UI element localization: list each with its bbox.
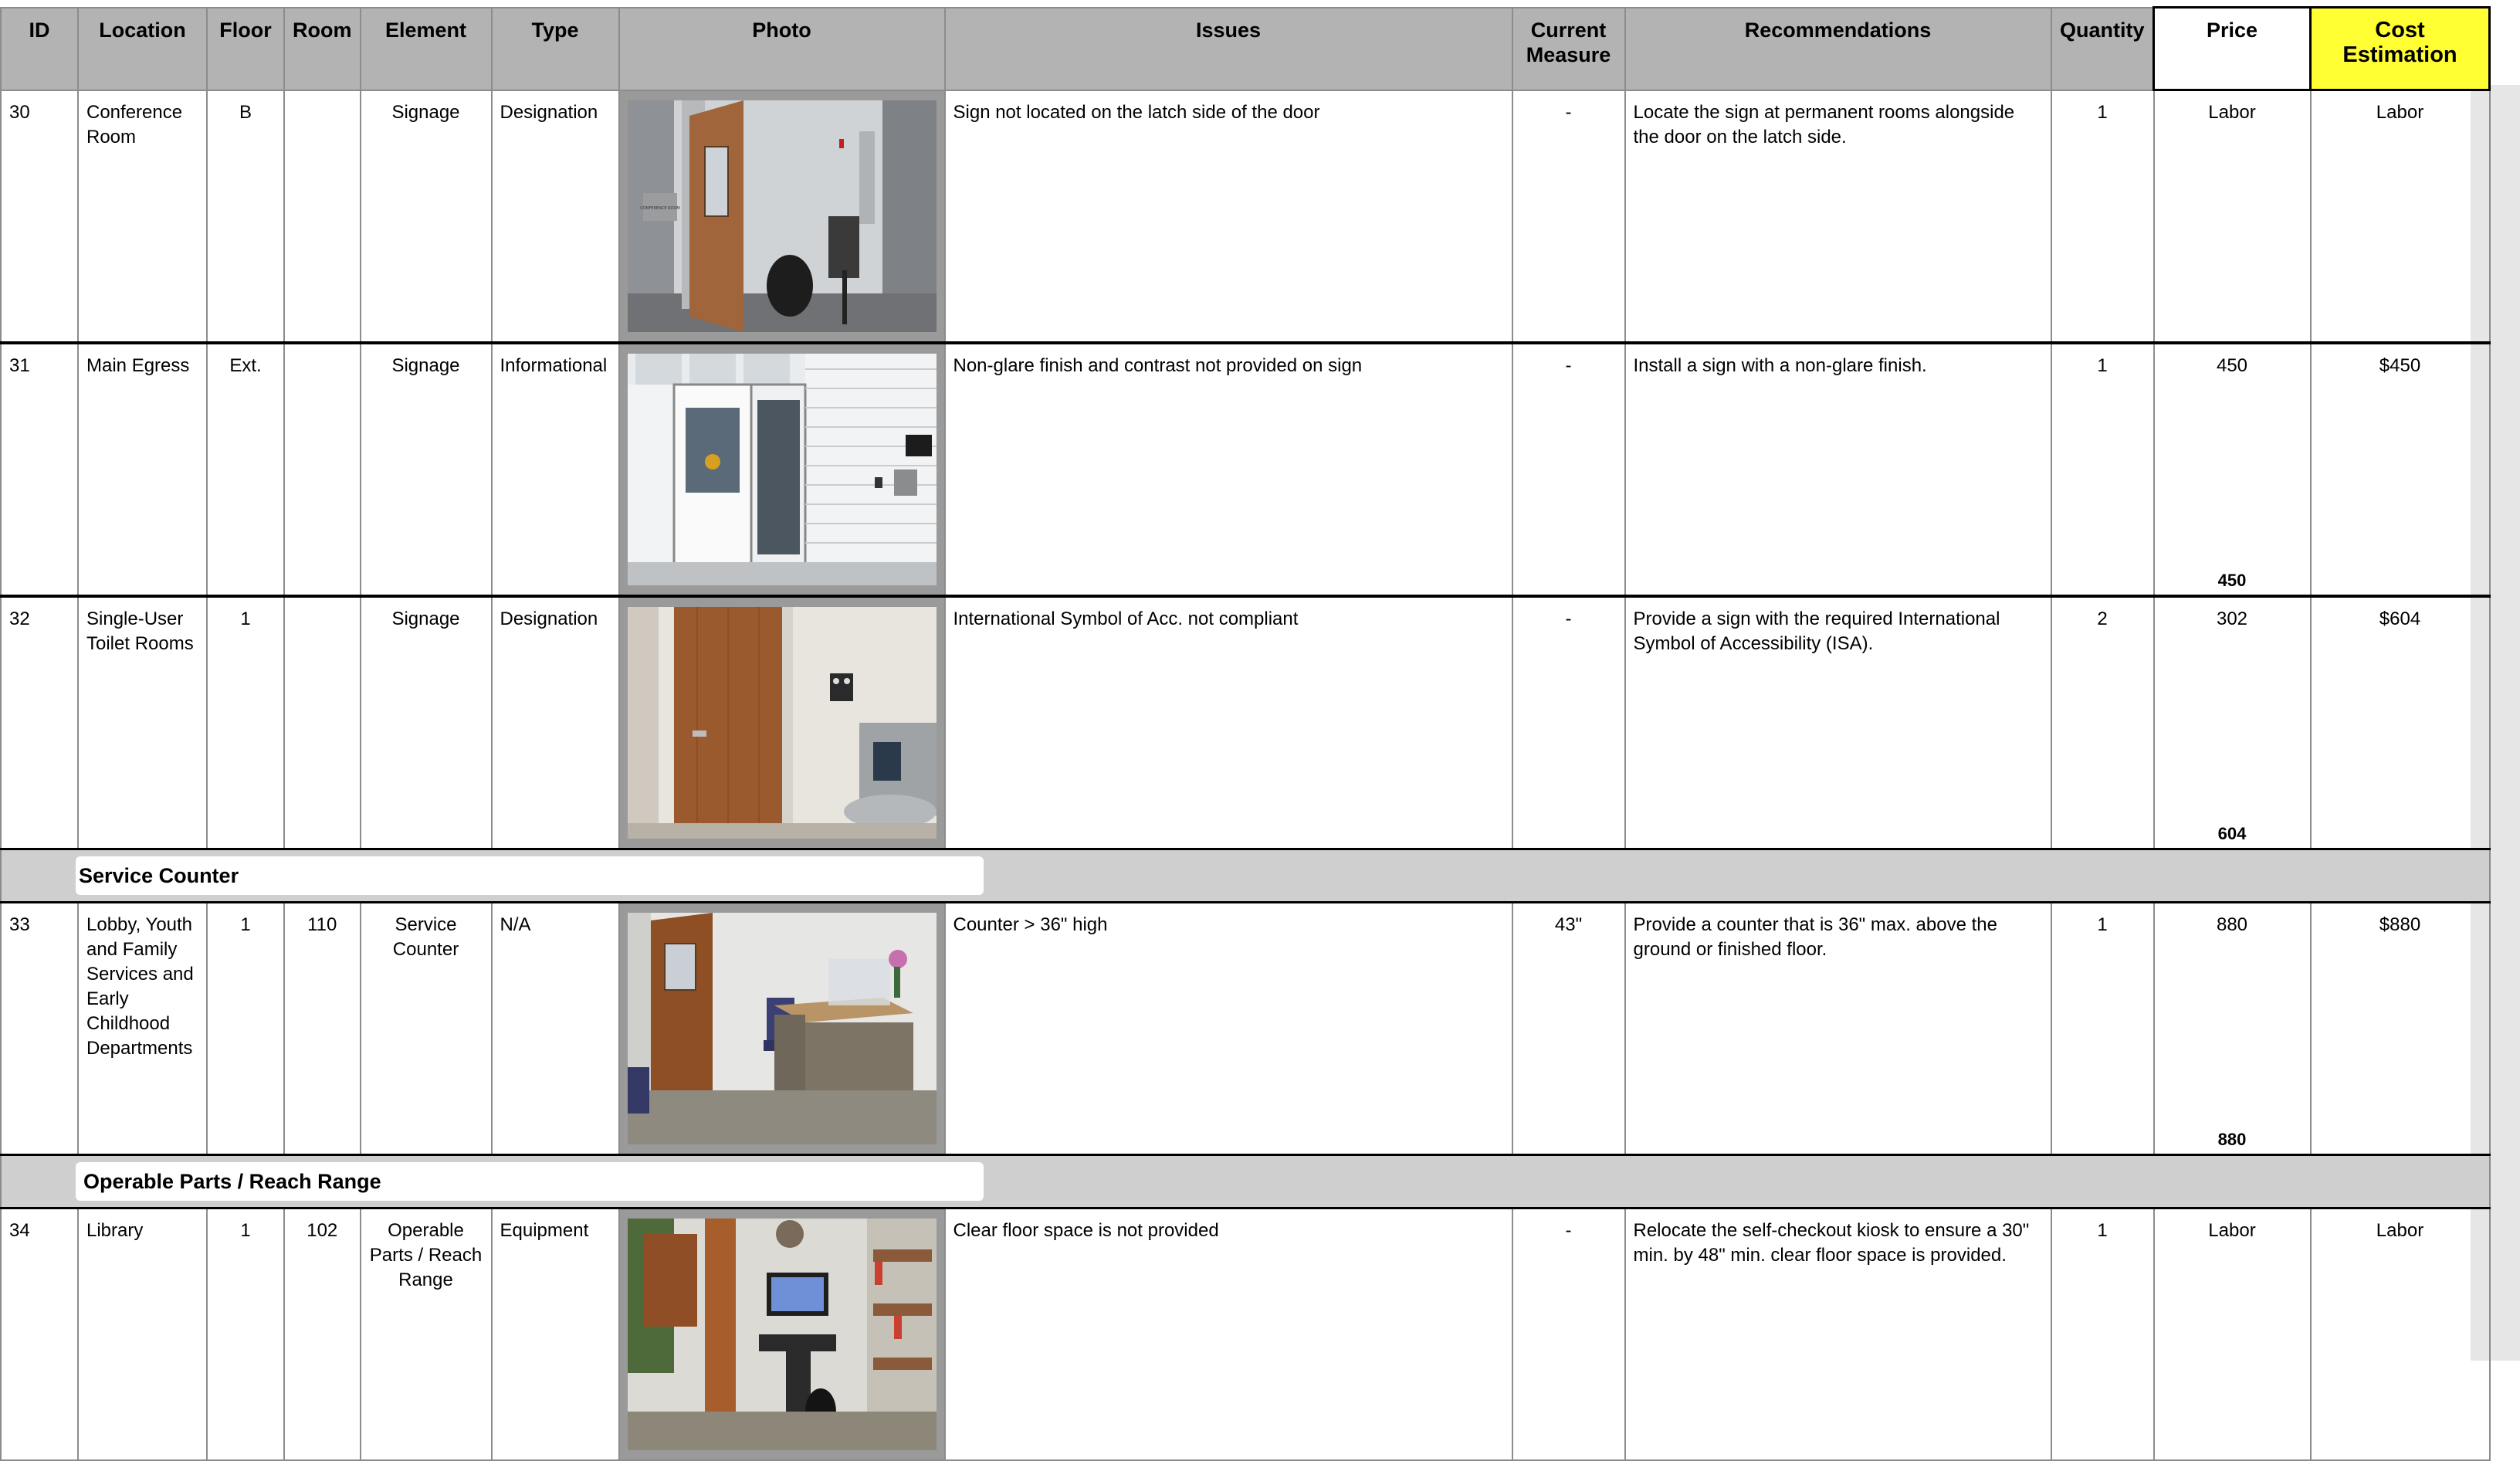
cell-element[interactable]: Operable Parts / Reach Range [361,1208,492,1460]
cell-location[interactable]: Main Egress [78,343,207,596]
accessibility-report-table [0,6,2491,1461]
cell-price[interactable] [2154,343,2311,596]
section-row-service-counter [1,849,2490,902]
col-header-id[interactable]: ID [1,8,78,90]
photo-service-counter [628,913,937,1144]
price-subtotal: 450 [2217,570,2247,590]
cell-room[interactable]: 110 [284,902,361,1154]
conference-sign-text: CONFERENCE ROOM [639,205,680,211]
cell-recommendations[interactable]: Relocate the self-checkout kiosk to ensure a 30" min. by 48" min. clear floor space is provided. [1625,1208,2051,1460]
cell-room[interactable] [284,596,361,849]
col-header-cost-estimation[interactable]: Cost Estimation [2311,8,2490,90]
cell-type[interactable]: Designation [492,90,619,343]
cell-cost-estimation[interactable]: Labor [2311,1208,2490,1460]
table-row [1,90,2490,343]
cell-photo[interactable] [619,596,945,849]
price-value: 880 [2216,914,2248,935]
cell-issues[interactable]: Clear floor space is not provided [945,1208,1512,1460]
cell-element[interactable]: Signage [361,343,492,596]
cell-cost-estimation[interactable]: $604 [2311,596,2490,849]
photo-main-egress [628,354,937,585]
col-header-quantity[interactable]: Quantity [2051,8,2154,90]
cell-quantity[interactable]: 2 [2051,596,2154,849]
type-value: Informational [500,354,608,376]
col-header-floor[interactable]: Floor [207,8,284,90]
cell-id[interactable]: 31 [1,343,78,596]
col-header-type[interactable]: Type [492,8,619,90]
cell-recommendations[interactable]: Provide a counter that is 36" max. above the ground or finished floor. [1625,902,2051,1154]
price-subtotal: 880 [2217,1129,2247,1149]
cell-photo[interactable] [619,90,945,343]
cell-issues[interactable]: Non-glare finish and contrast not provided on sign [945,343,1512,596]
cell-cost-estimation[interactable]: Labor [2311,90,2490,343]
table-row [1,343,2490,596]
cell-floor[interactable]: B [207,90,284,343]
cell-photo[interactable] [619,902,945,1154]
cell-id[interactable]: 33 [1,902,78,1154]
cell-price[interactable] [2154,902,2311,1154]
col-header-room[interactable]: Room [284,8,361,90]
cell-price[interactable] [2154,90,2311,343]
cell-current-measure[interactable]: - [1512,343,1625,596]
section-title: Operable Parts / Reach Range [76,1162,984,1201]
col-header-recommendations[interactable]: Recommendations [1625,8,2051,90]
cell-type[interactable]: N/A [492,902,619,1154]
cell-id[interactable]: 32 [1,596,78,849]
cell-recommendations[interactable]: Install a sign with a non-glare finish. [1625,343,2051,596]
cell-current-measure[interactable]: - [1512,1208,1625,1460]
cell-price[interactable] [2154,596,2311,849]
cell-recommendations[interactable]: Locate the sign at permanent rooms alongside the door on the latch side. [1625,90,2051,343]
cell-photo[interactable] [619,343,945,596]
price-value: 450 [2216,354,2248,376]
photo-toilet-room-door [628,607,937,839]
cell-issues[interactable]: Sign not located on the latch side of the door [945,90,1512,343]
price-value: 302 [2216,608,2248,629]
photo-self-checkout-kiosk [628,1219,937,1450]
cell-recommendations[interactable]: Provide a sign with the required International Symbol of Accessibility (ISA). [1625,596,2051,849]
table-row [1,596,2490,849]
cell-type[interactable]: Equipment [492,1208,619,1460]
price-subtotal: 604 [2217,823,2247,843]
price-value: Labor [2208,102,2256,123]
cell-quantity[interactable]: 1 [2051,1208,2154,1460]
col-header-element[interactable]: Element [361,8,492,90]
cell-floor[interactable]: 1 [207,1208,284,1460]
cell-issues[interactable]: International Symbol of Acc. not compliant [945,596,1512,849]
cell-photo[interactable] [619,1208,945,1460]
col-header-issues[interactable]: Issues [945,8,1512,90]
cell-current-measure[interactable]: - [1512,90,1625,343]
cell-quantity[interactable]: 1 [2051,90,2154,343]
cell-floor[interactable]: 1 [207,596,284,849]
col-header-photo[interactable]: Photo [619,8,945,90]
cell-current-measure[interactable]: 43" [1512,902,1625,1154]
cell-floor[interactable]: Ext. [207,343,284,596]
section-row-operable-parts [1,1154,2490,1208]
cell-price[interactable] [2154,1208,2311,1460]
cell-location[interactable]: Lobby, Youth and Family Services and Early Childhood Departments [78,902,207,1154]
cell-room[interactable] [284,90,361,343]
cell-room[interactable]: 102 [284,1208,361,1460]
cell-type[interactable] [492,343,619,596]
cell-location[interactable]: Library [78,1208,207,1460]
cell-id[interactable]: 34 [1,1208,78,1460]
cell-element[interactable]: Signage [361,596,492,849]
table-row [1,1208,2490,1460]
section-cell[interactable] [1,849,2490,902]
col-header-current-measure[interactable]: Current Measure [1512,8,1625,90]
cell-quantity[interactable]: 1 [2051,343,2154,596]
cell-room[interactable] [284,343,361,596]
cell-cost-estimation[interactable]: $450 [2311,343,2490,596]
cell-cost-estimation[interactable]: $880 [2311,902,2490,1154]
col-header-location[interactable]: Location [78,8,207,90]
section-title: Service Counter [76,856,984,895]
cell-type[interactable]: Designation [492,596,619,849]
cell-location[interactable]: Conference Room [78,90,207,343]
section-cell[interactable] [1,1154,2490,1208]
cell-issues[interactable]: Counter > 36" high [945,902,1512,1154]
table-row [1,902,2490,1154]
cell-location[interactable]: Single-User Toilet Rooms [78,596,207,849]
cell-quantity[interactable]: 1 [2051,902,2154,1154]
cell-element[interactable]: Service Counter [361,902,492,1154]
photo-conference-door [628,100,937,332]
header-row [1,8,2490,90]
cell-id[interactable]: 30 [1,90,78,343]
col-header-price[interactable]: Price [2154,8,2311,90]
cell-floor[interactable]: 1 [207,902,284,1154]
cell-current-measure[interactable]: - [1512,596,1625,849]
cell-element[interactable]: Signage [361,90,492,343]
price-value: Labor [2208,1219,2256,1241]
